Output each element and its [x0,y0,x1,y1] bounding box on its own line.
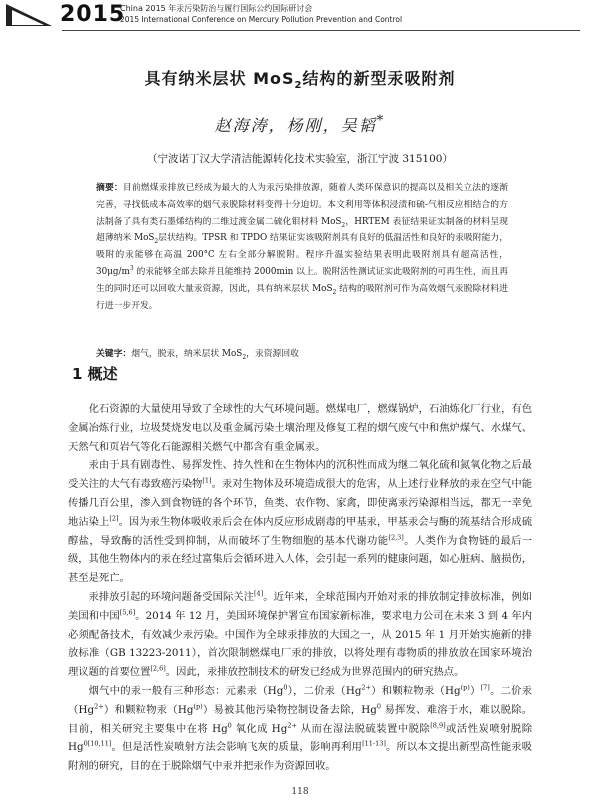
body-paragraph: 化石资源的大量使用导致了全球性的大气环境问题。燃煤电厂，燃煤锅炉，石油炼化厂行业，有色金属冶炼行业，垃圾焚烧发电以及重金属污染土壤治理及修复工程的烟气废气中和焦炉煤气、水煤气、天然气和页岩气等化石能源相关燃气中都含有重金属汞。 [68,403,532,453]
header-year: 2015 [60,2,126,27]
conference-logo-icon [4,2,54,28]
abstract-label: 摘要： [96,183,123,193]
keywords-label: 关键字： [96,349,132,359]
header-conference-cn: China 2015 年汞污染防治与履行国际公约国际研讨会 [120,4,313,13]
paper-title: 具有纳米层状 MoS$_2$结构的新型汞吸附剂 [144,69,456,92]
header-conference-en: 2015 International Conference on Mercury Pollution Prevention and Control [120,15,403,24]
corresponding-author-mark: * [376,113,386,129]
body-paragraph: 汞排放引起的环境问题备受国际关注[4]。近年来，全球范围内开始对汞的排放制定排放标准，例如美国和中国[5,6]。2014 年 12 月，美国环境保护署宣布国家新标准，要求电力公司在未来 3 到 4 年内必须配备技术，有效减少汞污染。中国作为全球汞排放的大国之一，从 2015 年 1 月开始实施新的排放标准（GB 13223-2011），首次限制燃煤电厂汞的排放，以将处理有毒物质的排放放在国家环境治理议题的首要位置[2,6]。因此，汞排放控制技术的研发已经成为世界范围内的研究热点。 [68,589,532,679]
abstract: 摘要：目前燃煤汞排放已经成为最大的人为汞污染排放源，随着人类环保意识的提高以及相关立法的逐渐完善，寻找低成本高效率的烟气汞脱除材料变得十分迫切。本文利用等体积浸渍和硫-气相反应相结合的方法制备了具有类石墨烯结构的二维过渡金属二硫化钼材料 MoS$_2$，HRTEM 表征结果证实制备的材料呈现超薄纳米 MoS$_2$层状结构。TPSR 和 TPDO 结果证实该吸附剂具有良好的低温活性和良好的汞吸附能力，吸附的汞能够在高温 200°C 左右全部分解脱附。程序升温实验结果表明此吸附剂具有超高活性，$30\mu g/m^3$ 的汞能够全部去除并且能维持 2000min 以上。脱附活性测试证实此吸附剂的可再生性，而且再生的同时还可以回收大量汞资源，因此，具有纳米层状 MoS$_2$ 结构的吸附剂可作为高效烟气汞脱除材料进行进一步开发。 [96,183,509,311]
body-paragraph: 汞由于具有剧毒性、易挥发性、持久性和在生物体内的沉积性而成为继二氧化硫和氮氧化物之后最受关注的大气有毒致癌污染物[1]。汞对生物体及环境造成很大的危害，从上述行业释放的汞在空气中能传播几百公里，渗入到食物链的各个环节，鱼类、农作物、家禽，即使离汞污染源相当远，都无一幸免地沾染上[2]。因为汞生物体吸收汞后会在体内反应形成剧毒的甲基汞，甲基汞会与酶的巯基结合形成硫醇盐，导致酶的活性受到抑制，从而破坏了生物细胞的基本代谢功能[2,3]。人类作为食物链的最后一级，其他生物体内的汞在经过富集后会循环进入人体，会引起一系列的健康问题，如心脏病、脑损伤，甚至是死亡。 [68,459,532,585]
paper-affiliation: （宁波诺丁汉大学清洁能源转化技术实验室，浙江宁波 315100） [147,153,453,165]
header-divider [62,30,580,31]
body-paragraph: 烟气中的汞一般有三种形态：元素汞（Hg$^0$），二价汞$(Hg^{2+})$和颗粒物汞（Hg$^{(p)}$）[7]。二价汞$(Hg^{2+})$和颗粒物汞（Hg$^{(p)}$）易被其他污染物控制设备去除，Hg$^0$ 易挥发、难溶于水，难以脱除。目前，相关研究主要集中在将 Hg$^0$ 氧化成 $Hg^{2+}$ 从而在湿法脱硫装置中脱除[8,9]或活性炭喷射脱除 $Hg^{0[10,11]}$。但是活性炭喷射方法会影响飞灰的质量，影响再利用[11-13]。所以本文提出新型高性能汞吸附剂的研究，目的在于脱除烟气中汞并把汞作为资源回收。 [68,683,532,773]
section-heading: 1 概述 [72,365,118,383]
keywords: 关键字：烟气，脱汞，纳米层状 MoS$_2$，汞资源回收 [96,349,299,361]
page-number: 118 [291,787,309,797]
paper-authors: 赵海涛，杨刚，吴韬* [214,113,386,135]
body-text [68,400,532,774]
